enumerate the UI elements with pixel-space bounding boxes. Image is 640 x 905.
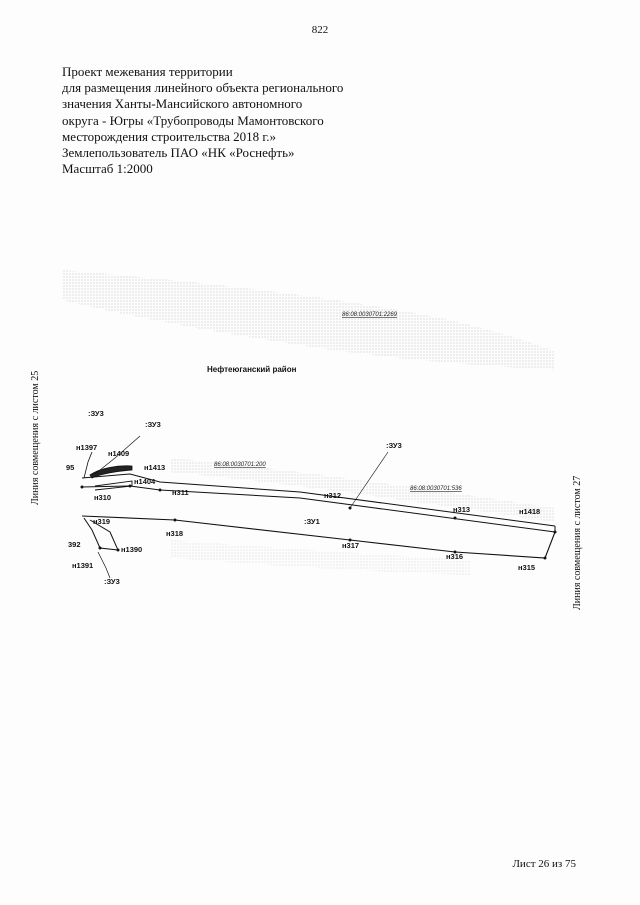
sheet-footer: Лист 26 из 75 [512,858,576,870]
point-label: н1418 [519,507,541,516]
zone-label-zu3: :ЗУ3 [88,409,104,418]
point-label: н315 [518,563,536,572]
zone-label-zu3: :ЗУ3 [145,420,161,429]
point-label: н1391 [72,561,94,570]
title-line: месторождения строительства 2018 г.» [62,128,277,144]
point-label: н319 [93,517,111,526]
cadastral-label-middle: 86:08:0030701:200 [214,462,266,468]
scale-line: Масштаб 1:2000 [62,161,153,177]
point-label: 392 [68,540,81,549]
point-label: н317 [342,541,360,550]
point-label: н313 [453,505,471,514]
parcel-n1404 [95,481,132,490]
zone-label-zu1: :ЗУ1 [304,517,320,526]
parcel-n1409 [90,466,132,478]
title-line: Проект межевания территории [62,64,233,79]
point-label: н1409 [108,449,130,458]
point-label: н1413 [144,463,166,472]
point-label: н316 [446,552,464,561]
zone-label-zu3: :ЗУ3 [104,577,120,586]
point-label: 95 [66,463,75,472]
leader-zu3-bottom [98,552,110,578]
point-label: н1390 [121,545,143,554]
cadastral-label-right: 86:08:0030701:536 [410,486,462,492]
point-label: н1397 [76,443,98,452]
land-user-line: Землепользователь ПАО «НК «Роснефть» [62,145,295,161]
side-label-right: Линия совмещения с листом 27 [572,475,583,610]
point-label: н318 [166,529,184,538]
cadastral-parcel-top [62,270,555,370]
point-label: н311 [172,488,189,497]
zone-label-zu3: :ЗУ3 [386,441,402,450]
district-label: Нефтеюганский район [207,365,297,374]
title-line: значения Ханты-Мансийского автономного [62,96,303,112]
point-label: н1404 [134,477,156,486]
point-label: н312 [324,491,342,500]
point-label: н310 [94,493,112,502]
page-number: 822 [311,24,329,36]
title-line: округа - Югры «Трубопроводы Мамонтовского [62,112,324,128]
title-line: для размещения линейного объекта регионального [62,80,344,96]
side-label-left: Линия совмещения с листом 25 [30,370,41,505]
cadastral-parcel-lower [170,540,470,575]
cadastral-label-top: 86:08:0030701:2269 [342,312,398,318]
